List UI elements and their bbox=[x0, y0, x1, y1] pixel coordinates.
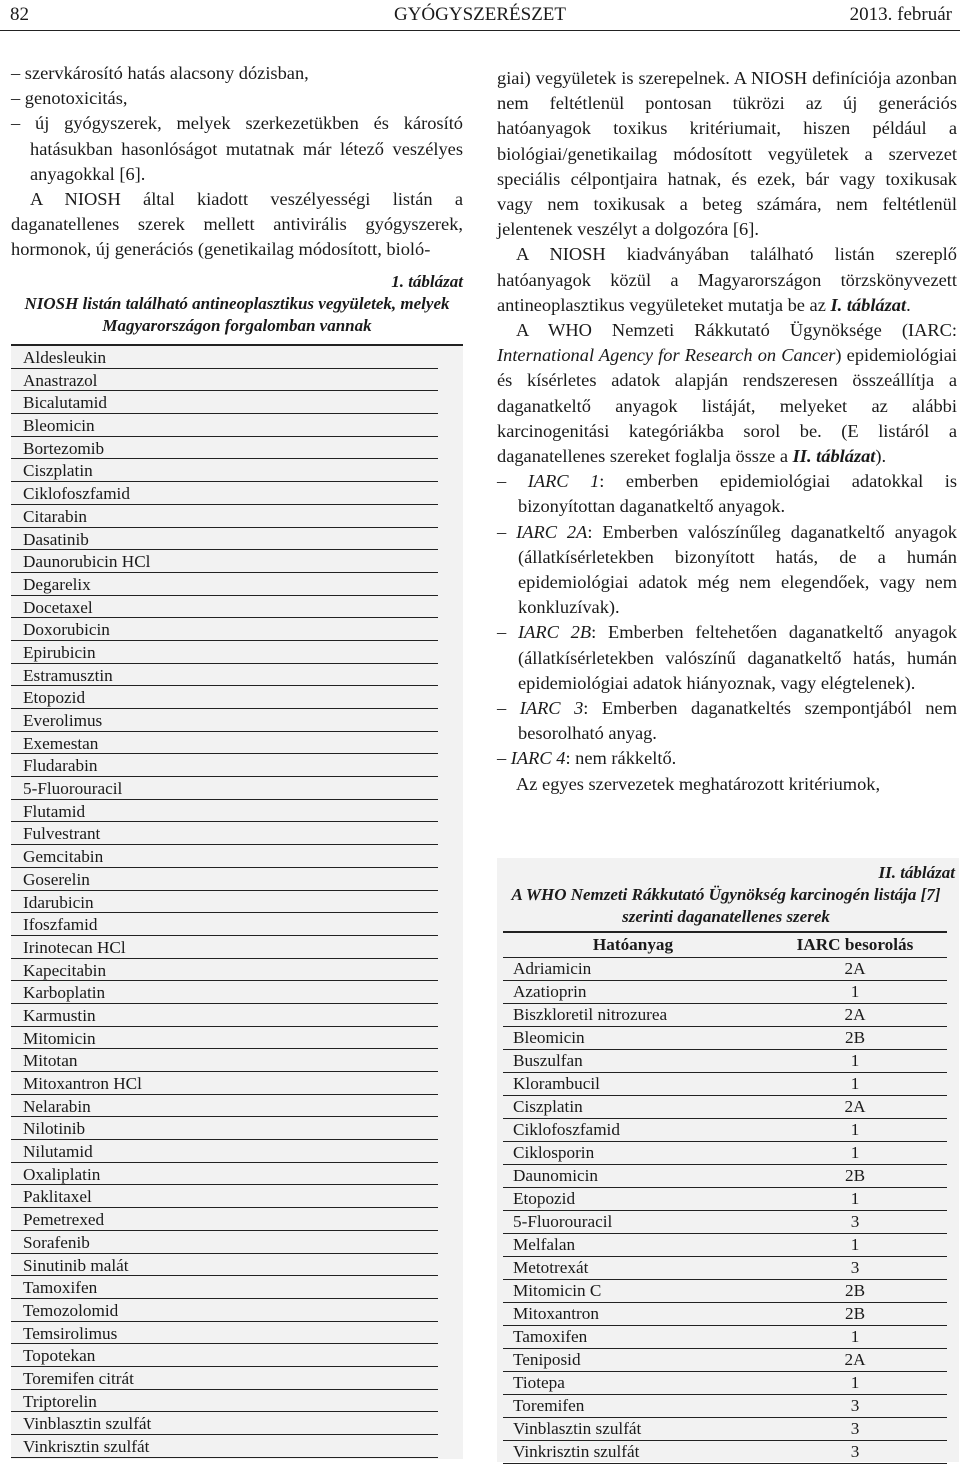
iarc-category-text: : Emberben daganatkeltés szempontjából nem besorolható anyag. bbox=[518, 698, 958, 744]
table2-row bbox=[503, 1119, 947, 1142]
table2-row bbox=[503, 1257, 947, 1280]
iarc-class-cell: 3 bbox=[763, 1211, 947, 1234]
iarc-category-label: IARC 2B bbox=[518, 622, 592, 643]
right-paragraph-1: giai) vegyületek is szerepelnek. A NIOSH definíciója azonban nem feltétlenül pontosan tükrözi az új generációs hatóanyagok toxikus kritériumait, hiszen például a biológiai/genetikailag módosított vegyületek a szervezet speciális célpontjaira hatnak, és ezek, bár vagy toxikusak vagy nem toxikusak a beteg számára, nem feltétlenül jelentenek veszélyt a dolgozóra [6]. bbox=[497, 68, 957, 240]
iarc-class-cell: 1 bbox=[763, 1050, 947, 1073]
table1-title: NIOSH listán található antineoplasztikus vegyületek, melyek Magyarországon forgalomban vannak bbox=[24, 294, 450, 335]
drug-name-cell: Vinblasztin szulfát bbox=[503, 1418, 763, 1441]
table1-row: Degarelix bbox=[11, 573, 438, 596]
table1-reference: I. táblázat bbox=[830, 294, 907, 315]
column-header-hatoanyag: Hatóanyag bbox=[503, 932, 763, 958]
right-paragraph-4: Az egyes szervezetek meghatározott kritériumok, bbox=[516, 773, 881, 794]
drug-name-cell: Mitoxantron bbox=[503, 1303, 763, 1326]
drug-name-cell: Toremifen bbox=[503, 1395, 763, 1418]
table1-row: Tamoxifen bbox=[11, 1276, 438, 1299]
right-paragraph-3: A WHO Nemzeti Rákkutató Ügynöksége (IARC: International Agency for Research on Cancer) epidemiológiai és kísérletes adatok alapján rendszeresen összeállítja a daganatkeltő anyagok listáját, melyeket az alábbi karcinogenitási kategóriákba sorol be. (E listáról a daganatellenes szereket foglalja össze a II. táblázat). bbox=[497, 320, 957, 467]
iarc-category-item: – IARC 1: emberben epidemiológiai adatokkal is bizonyítottan daganatkeltő anyagok. bbox=[497, 471, 958, 517]
iarc-class-cell: 1 bbox=[763, 1073, 947, 1096]
table1-row: Mitoxantron HCl bbox=[11, 1072, 438, 1095]
iarc-class-cell: 2B bbox=[763, 1027, 947, 1050]
drug-name-cell: Klorambucil bbox=[503, 1073, 763, 1096]
iarc-class-cell: 1 bbox=[763, 1372, 947, 1395]
table1-row: Anastrazol bbox=[11, 369, 438, 392]
drug-name-cell: Ciszplatin bbox=[503, 1096, 763, 1119]
iarc-class-cell: 1 bbox=[763, 1188, 947, 1211]
table1-number: 1. táblázat bbox=[391, 272, 463, 291]
left-intro-text bbox=[11, 61, 463, 263]
table2-reference: II. táblázat bbox=[792, 446, 876, 467]
iarc-class-cell: 2A bbox=[763, 958, 947, 981]
drug-name-cell: Buszulfan bbox=[503, 1050, 763, 1073]
drug-name-cell: Ciklofoszfamid bbox=[503, 1119, 763, 1142]
iarc-category-text: : Emberben valószínűleg daganatkeltő anyagok (állatkísérletekben bizonyított hatás, de a humán epidemiológiai adatok még nem elegendőek, vagy nem konkluzívak). bbox=[518, 521, 958, 618]
table1-row: Idarubicin bbox=[11, 891, 438, 914]
iarc-category-text: : emberben epidemiológiai adatokkal is bizonyítottan daganatkeltő anyagok. bbox=[518, 471, 958, 517]
table1-row: Kapecitabin bbox=[11, 959, 438, 982]
table1-row: Sorafenib bbox=[11, 1231, 438, 1254]
table2-row bbox=[503, 1234, 947, 1257]
table1-row: Estramusztin bbox=[11, 664, 438, 687]
iarc-category-item: – IARC 4: nem rákkeltő. bbox=[497, 748, 677, 769]
iarc-category-label: IARC 2A bbox=[516, 521, 588, 542]
table1-row: Exemestan bbox=[11, 732, 438, 755]
page-number: 82 bbox=[10, 4, 29, 25]
table2-row bbox=[503, 1303, 947, 1326]
table1-row: Nilutamid bbox=[11, 1140, 438, 1163]
table1-row: Vinkrisztin szulfát bbox=[11, 1435, 438, 1458]
iarc-class-cell: 2B bbox=[763, 1165, 947, 1188]
drug-name-cell: Mitomicin C bbox=[503, 1280, 763, 1303]
table1-row: Temozolomid bbox=[11, 1299, 438, 1322]
iarc-category-label: IARC 3 bbox=[519, 698, 584, 719]
table2-row bbox=[503, 981, 947, 1004]
table2-row bbox=[503, 1004, 947, 1027]
dash-item: – szervkárosító hatás alacsony dózisban, bbox=[11, 63, 309, 83]
iarc-class-cell: 3 bbox=[763, 1257, 947, 1280]
table2 bbox=[503, 931, 947, 1464]
table2-row bbox=[503, 1326, 947, 1349]
table2-row bbox=[503, 1372, 947, 1395]
table1-row: Docetaxel bbox=[11, 596, 438, 619]
dash-item: – új gyógyszerek, melyek szerkezetükben és károsító hatásukban hasonlóságot mutatnak már létező veszélyes anyagokkal [6]. bbox=[11, 113, 463, 184]
table1-row: Epirubicin bbox=[11, 641, 438, 664]
table1-row: Everolimus bbox=[11, 709, 438, 732]
table1-row: Ciszplatin bbox=[11, 459, 438, 482]
iarc-category-text: : Emberben feltehetően daganatkeltő anyagok (állatkísérletekben valószínű daganatkeltő hatás, humán epidemiológiai adatok hiányoznak, vagy elégtelenek). bbox=[518, 622, 958, 693]
table1-row: Goserelin bbox=[11, 868, 438, 891]
table1-row: Oxaliplatin bbox=[11, 1163, 438, 1186]
table1-row: Dasatinib bbox=[11, 528, 438, 551]
table1-row: Paklitaxel bbox=[11, 1185, 438, 1208]
table2-header-row bbox=[503, 932, 947, 958]
issue-date: 2013. február bbox=[849, 4, 952, 25]
iarc-class-cell: 1 bbox=[763, 1326, 947, 1349]
iarc-class-cell: 1 bbox=[763, 1119, 947, 1142]
table1-row: Bleomicin bbox=[11, 414, 438, 437]
table1-row: Pemetrexed bbox=[11, 1208, 438, 1231]
table1-row: Irinotecan HCl bbox=[11, 936, 438, 959]
table1-row: Temsirolimus bbox=[11, 1322, 438, 1345]
table1-row: Ciklofoszfamid bbox=[11, 482, 438, 505]
iarc-category-item: – IARC 3: Emberben daganatkeltés szempontjából nem besorolható anyag. bbox=[497, 698, 958, 744]
table1-row: Toremifen citrát bbox=[11, 1367, 438, 1390]
table1-row: Doxorubicin bbox=[11, 618, 438, 641]
table2-row bbox=[503, 958, 947, 981]
drug-name-cell: Biszkloretil nitrozurea bbox=[503, 1004, 763, 1027]
table1-row: Topotekan bbox=[11, 1344, 438, 1367]
table1-row: Mitomicin bbox=[11, 1027, 438, 1050]
table2-title: A WHO Nemzeti Rákkutató Ügynökség karcinogén listája [7] szerinti daganatellenes szerek bbox=[511, 885, 941, 926]
table2-row bbox=[503, 1280, 947, 1303]
iarc-class-cell: 3 bbox=[763, 1418, 947, 1441]
drug-name-cell: Teniposid bbox=[503, 1349, 763, 1372]
table1-row: Citarabin bbox=[11, 505, 438, 528]
iarc-class-cell: 3 bbox=[763, 1441, 947, 1464]
table1-row: 5-Fluorouracil bbox=[11, 777, 438, 800]
drug-name-cell: Melfalan bbox=[503, 1234, 763, 1257]
table1-row: Daunorubicin HCl bbox=[11, 550, 438, 573]
drug-name-cell: 5-Fluorouracil bbox=[503, 1211, 763, 1234]
iarc-category-item: – IARC 2A: Emberben valószínűleg daganatkeltő anyagok (állatkísérletekben bizonyított hatás, de a humán epidemiológiai adatok még nem elegendőek, vagy nem konkluzívak). bbox=[497, 521, 958, 618]
iarc-class-cell: 3 bbox=[763, 1395, 947, 1418]
drug-name-cell: Ciklosporin bbox=[503, 1142, 763, 1165]
iarc-category-label: IARC 1 bbox=[527, 471, 600, 492]
table1-row: Karmustin bbox=[11, 1004, 438, 1027]
table1-list bbox=[11, 346, 438, 1458]
table2-row bbox=[503, 1395, 947, 1418]
table2-row bbox=[503, 1441, 947, 1464]
iarc-class-cell: 2A bbox=[763, 1096, 947, 1119]
iarc-category-item: – IARC 2B: Emberben feltehetően daganatkeltő anyagok (állatkísérletekben valószínű daganatkeltő hatás, humán epidemiológiai adatok hiányoznak, vagy elégtelenek). bbox=[497, 622, 958, 693]
table1-row: Etopozid bbox=[11, 686, 438, 709]
drug-name-cell: Azatioprin bbox=[503, 981, 763, 1004]
iarc-class-cell: 2A bbox=[763, 1349, 947, 1372]
drug-name-cell: Daunomicin bbox=[503, 1165, 763, 1188]
table2-row bbox=[503, 1188, 947, 1211]
table1-list-container bbox=[11, 346, 438, 1458]
table1-row: Fulvestrant bbox=[11, 822, 438, 845]
drug-name-cell: Vinkrisztin szulfát bbox=[503, 1441, 763, 1464]
table1-row: Vinblasztin szulfát bbox=[11, 1412, 438, 1435]
table1-row: Flutamid bbox=[11, 800, 438, 823]
iarc-class-cell: 2B bbox=[763, 1303, 947, 1326]
iarc-class-cell: 1 bbox=[763, 1142, 947, 1165]
table2-row bbox=[503, 1027, 947, 1050]
drug-name-cell: Tamoxifen bbox=[503, 1326, 763, 1349]
table2-row bbox=[503, 1418, 947, 1441]
iarc-category-list bbox=[497, 469, 957, 771]
table2-row bbox=[503, 1142, 947, 1165]
iarc-category-label: IARC 4 bbox=[510, 748, 566, 769]
drug-name-cell: Bleomicin bbox=[503, 1027, 763, 1050]
iarc-class-cell: 2B bbox=[763, 1280, 947, 1303]
niosh-paragraph: A NIOSH által kiadott veszélyességi listán a daganatellenes szerek mellett antivirális gyógyszerek, hormonok, új generációs (genetikailag módosított, bioló- bbox=[11, 189, 463, 260]
table1-row: Bortezomib bbox=[11, 437, 438, 460]
table1-row: Nilotinib bbox=[11, 1117, 438, 1140]
table2-caption bbox=[497, 862, 955, 928]
table2-number: II. táblázat bbox=[878, 863, 955, 882]
right-paragraph-2: A NIOSH kiadványában található listán szereplő hatóanyagok közül a Magyarországon törzskönyvezett antineoplasztikus vegyületeket mutatja be az I. táblázat. bbox=[497, 244, 957, 315]
table1-row: Triptorelin bbox=[11, 1390, 438, 1413]
dash-item: – genotoxicitás, bbox=[11, 88, 128, 109]
iarc-category-text: : nem rákkeltő. bbox=[565, 748, 677, 769]
iarc-class-cell: 2A bbox=[763, 1004, 947, 1027]
table2-row bbox=[503, 1050, 947, 1073]
table1-row: Aldesleukin bbox=[11, 346, 438, 369]
drug-name-cell: Metotrexát bbox=[503, 1257, 763, 1280]
table2-body bbox=[503, 958, 947, 1464]
page-header bbox=[0, 0, 960, 31]
table1-row: Mitotan bbox=[11, 1049, 438, 1072]
table2-row bbox=[503, 1349, 947, 1372]
table2-row bbox=[503, 1165, 947, 1188]
journal-title: GYÓGYSZERÉSZET bbox=[393, 4, 567, 25]
table2-row bbox=[503, 1096, 947, 1119]
column-header-iarc: IARC besorolás bbox=[763, 932, 947, 958]
table1-row: Karboplatin bbox=[11, 981, 438, 1004]
iarc-class-cell: 1 bbox=[763, 1234, 947, 1257]
table1-row: Bicalutamid bbox=[11, 391, 438, 414]
drug-name-cell: Etopozid bbox=[503, 1188, 763, 1211]
table2-row bbox=[503, 1211, 947, 1234]
table1-row: Nelarabin bbox=[11, 1095, 438, 1118]
table1-row: Ifoszfamid bbox=[11, 913, 438, 936]
table1-row: Fludarabin bbox=[11, 754, 438, 777]
table2-row bbox=[503, 1073, 947, 1096]
table1-row: Sinutinib malát bbox=[11, 1254, 438, 1277]
table1-row: Gemcitabin bbox=[11, 845, 438, 868]
right-column-text bbox=[497, 66, 957, 797]
drug-name-cell: Adriamicin bbox=[503, 958, 763, 981]
table1-caption bbox=[11, 271, 463, 337]
drug-name-cell: Tiotepa bbox=[503, 1372, 763, 1395]
iarc-class-cell: 1 bbox=[763, 981, 947, 1004]
